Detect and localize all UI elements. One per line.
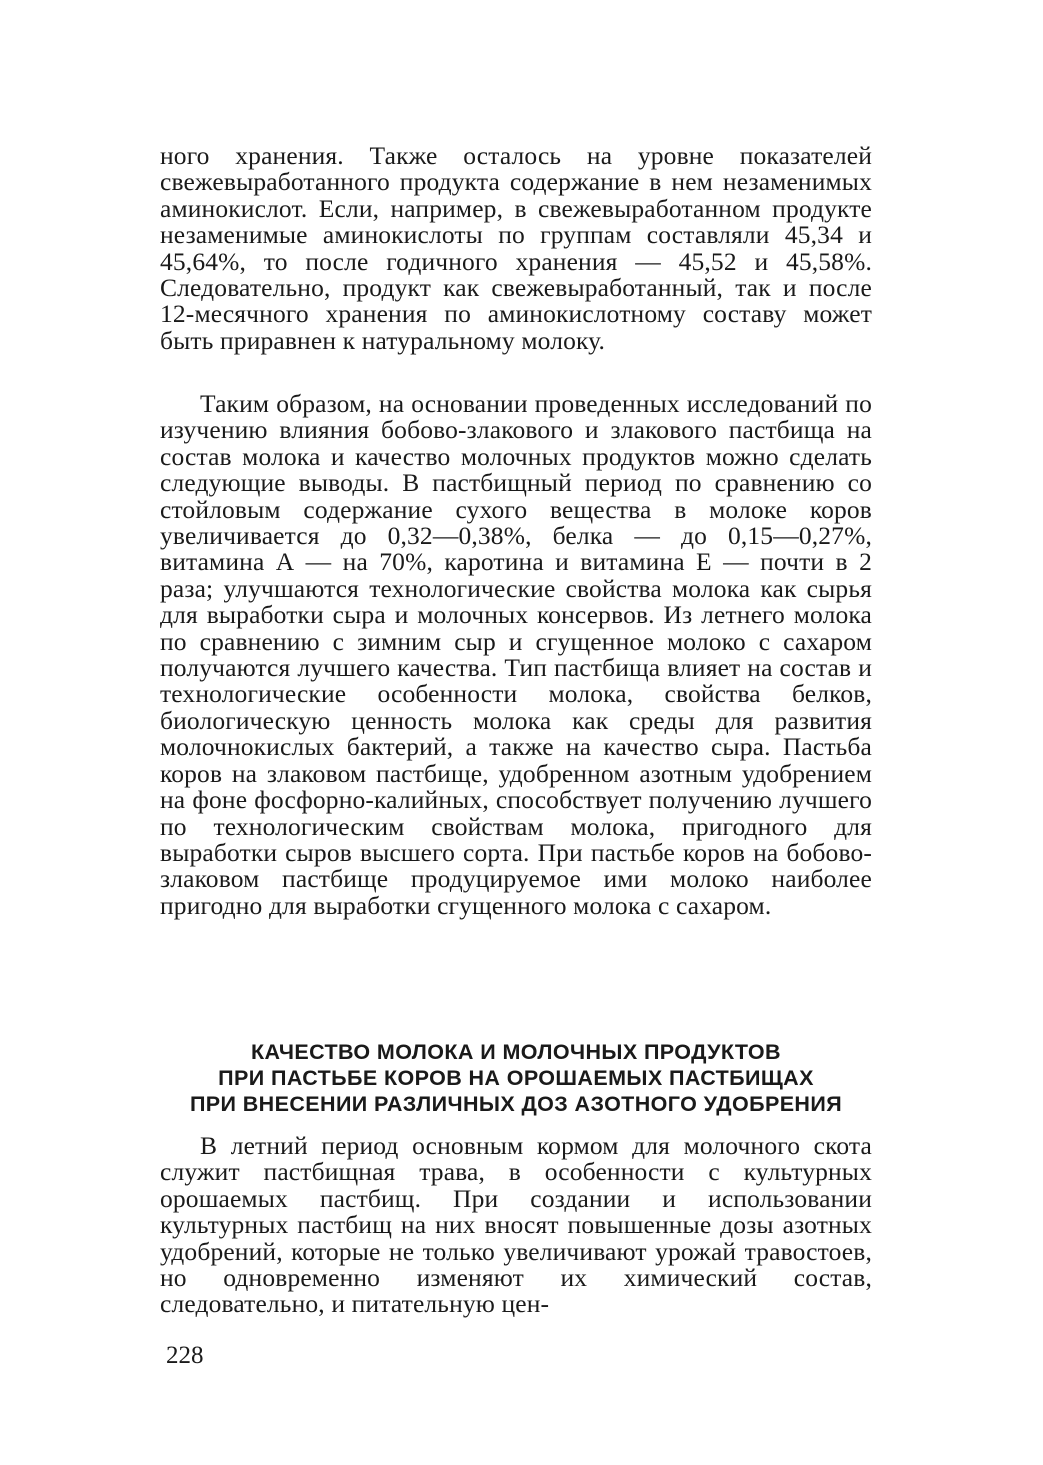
paragraph-continuation xyxy=(160,143,872,354)
section-heading-line-3: ПРИ ВНЕСЕНИИ РАЗЛИЧНЫХ ДОЗ АЗОТНОГО УДОБРЕНИЯ xyxy=(189,1092,843,1116)
paragraph-text: В летний период основным кормом для молочного скота служит пастбищная трава, в особенности с культурных орошаемых пастбищ. При создании и использовании культурных пастбищ на них вносят повышенные дозы азотных удобрений, которые не только увеличивают урожай травостоев, но одновременно изменяют их химический состав, следовательно, и питательную цен- xyxy=(160,1131,872,1319)
paragraph-section-intro xyxy=(160,1133,872,1318)
paragraph-text: Таким образом, на основании проведенных исследований по изучению влияния бобово-злакового и злакового пастбища на состав молока и качество молочных продуктов можно сделать следующие выводы. В пастбищный период по сравнению со стойловым содержание сухого вещества в молоке коров увеличивается до 0,32—0,38%, белка — до 0,15—0,27%, витамина А — на 70%, каротина и витамина Е — почти в 2 раза; улучшаются технологические свойства молока как сырья для выработки сыра и молочных консервов. Из летнего молока по сравнению с зимним сыр и сгущенное молоко с сахаром получаются лучшего качества. Тип пастбища влияет на состав и технологические особенности молока, свойства белков, биологическую ценность молока как среды для развития молочнокислых бактерий, а также на качество сыра. Пастьба коров на злаковом пастбище, удобренном азотным удобрением на фоне фосфорно-калийных, способствует получению лучшего по технологическим свойствам молока, пригодного для выработки сыров высшего сорта. При пастьбе коров на бобово-злаковом пастбище продуцируемое ими молоко наиболее пригодно для выработки сгущенного молока с сахаром. xyxy=(160,389,872,920)
section-heading-line-1: КАЧЕСТВО МОЛОКА И МОЛОЧНЫХ ПРОДУКТОВ xyxy=(251,1040,781,1064)
section-heading-line-2: ПРИ ПАСТЬБЕ КОРОВ НА ОРОШАЕМЫХ ПАСТБИЩАХ xyxy=(218,1066,814,1090)
page-number: 228 xyxy=(166,1342,204,1369)
section-heading xyxy=(160,1039,872,1117)
paragraph-text: ного хранения. Также осталось на уровне показателей свежевыработанного продукта содержание в нем незаменимых аминокислот. Если, например, в свежевыработанном продукте незаменимые аминокислоты по группам составляли 45,34 и 45,64%, то после годичного хранения — 45,52 и 45,58%. Следовательно, продукт как свежевыработанный, так и после 12-месячного хранения по аминокислотному составу может быть приравнен к натуральному молоку. xyxy=(160,141,872,355)
paragraph-conclusions xyxy=(160,391,872,919)
